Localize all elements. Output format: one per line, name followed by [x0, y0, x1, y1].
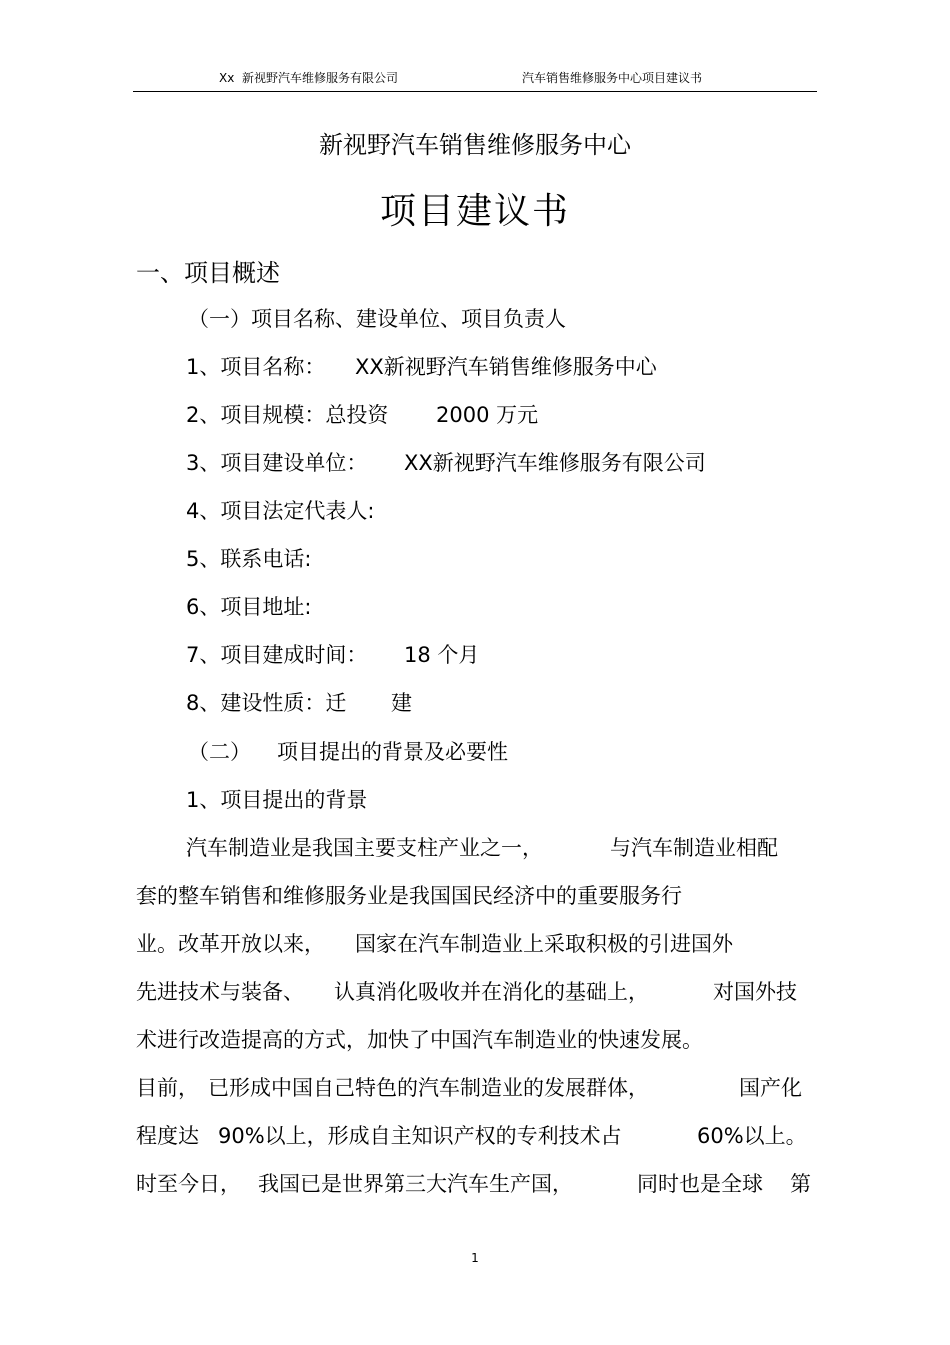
paragraph-line-2: 套的整车销售和维修服务业是我国国民经济中的重要服务行 — [136, 884, 682, 908]
item-address-label: 6、项目地址: — [186, 595, 312, 619]
paragraph-line-6b: 已形成中国自己特色的汽车制造业的发展群体， — [208, 1076, 649, 1100]
item-project-name-value: XX新视野汽车销售维修服务中心 — [355, 355, 657, 379]
paragraph-line-7c: 60%以上。 — [697, 1124, 807, 1148]
item-phone-label: 5、联系电话: — [186, 547, 312, 571]
background-heading: 1、项目提出的背景 — [186, 788, 368, 812]
item-project-scale-value: 2000 万元 — [436, 403, 539, 427]
header-doc-title: 汽车销售维修服务中心项目建议书 — [522, 71, 703, 85]
paragraph-line-3a: 业。改革开放以来， — [136, 932, 325, 956]
paragraph-line-6c: 国产化 — [739, 1076, 802, 1100]
paragraph-line-8c: 同时也是全球 — [637, 1172, 763, 1196]
item-duration-value: 18 个月 — [404, 643, 480, 667]
section-heading: 一、项目概述 — [136, 259, 280, 287]
paragraph-line-8b: 我国已是世界第三大汽车生产国， — [258, 1172, 573, 1196]
item-project-scale-label: 2、项目规模：总投资 — [186, 403, 389, 427]
paragraph-line-4b: 认真消化吸收并在消化的基础上， — [334, 980, 649, 1004]
item-build-unit-value: XX新视野汽车维修服务有限公司 — [404, 451, 706, 475]
subsection-heading-2-label: （二） — [188, 740, 251, 764]
item-legal-rep-label: 4、项目法定代表人: — [186, 499, 375, 523]
document-title: 项目建议书 — [379, 191, 570, 232]
paragraph-line-3b: 国家在汽车制造业上采取积极的引进国外 — [355, 932, 733, 956]
document-subtitle: 新视野汽车销售维修服务中心 — [319, 131, 631, 159]
item-nature-value: 建 — [391, 691, 412, 715]
paragraph-line-7b: 90%以上，形成自主知识产权的专利技术占 — [218, 1124, 622, 1148]
paragraph-line-7a: 程度达 — [136, 1124, 199, 1148]
item-project-name-label: 1、项目名称： — [186, 355, 326, 379]
item-build-unit-label: 3、项目建设单位： — [186, 451, 368, 475]
item-duration-label: 7、项目建成时间： — [186, 643, 368, 667]
paragraph-line-1a: 汽车制造业是我国主要支柱产业之一， — [186, 836, 543, 860]
subsection-heading-2-text: 项目提出的背景及必要性 — [277, 740, 508, 764]
paragraph-line-8a: 时至今日， — [136, 1172, 241, 1196]
paragraph-line-5: 术进行改造提高的方式，加快了中国汽车制造业的快速发展。 — [136, 1028, 703, 1052]
header-rule — [133, 91, 817, 92]
item-nature-label: 8、建设性质：迁 — [186, 691, 347, 715]
paragraph-line-1b: 与汽车制造业相配 — [610, 836, 778, 860]
paragraph-line-8d: 第 — [790, 1172, 811, 1196]
paragraph-line-4c: 对国外技 — [713, 980, 797, 1004]
paragraph-line-4a: 先进技术与装备、 — [136, 980, 304, 1004]
page-number: 1 — [471, 1251, 479, 1265]
header-company: Xx 新视野汽车维修服务有限公司 — [219, 71, 398, 85]
subsection-heading-1: （一）项目名称、建设单位、项目负责人 — [188, 307, 566, 331]
paragraph-line-6a: 目前， — [136, 1076, 199, 1100]
